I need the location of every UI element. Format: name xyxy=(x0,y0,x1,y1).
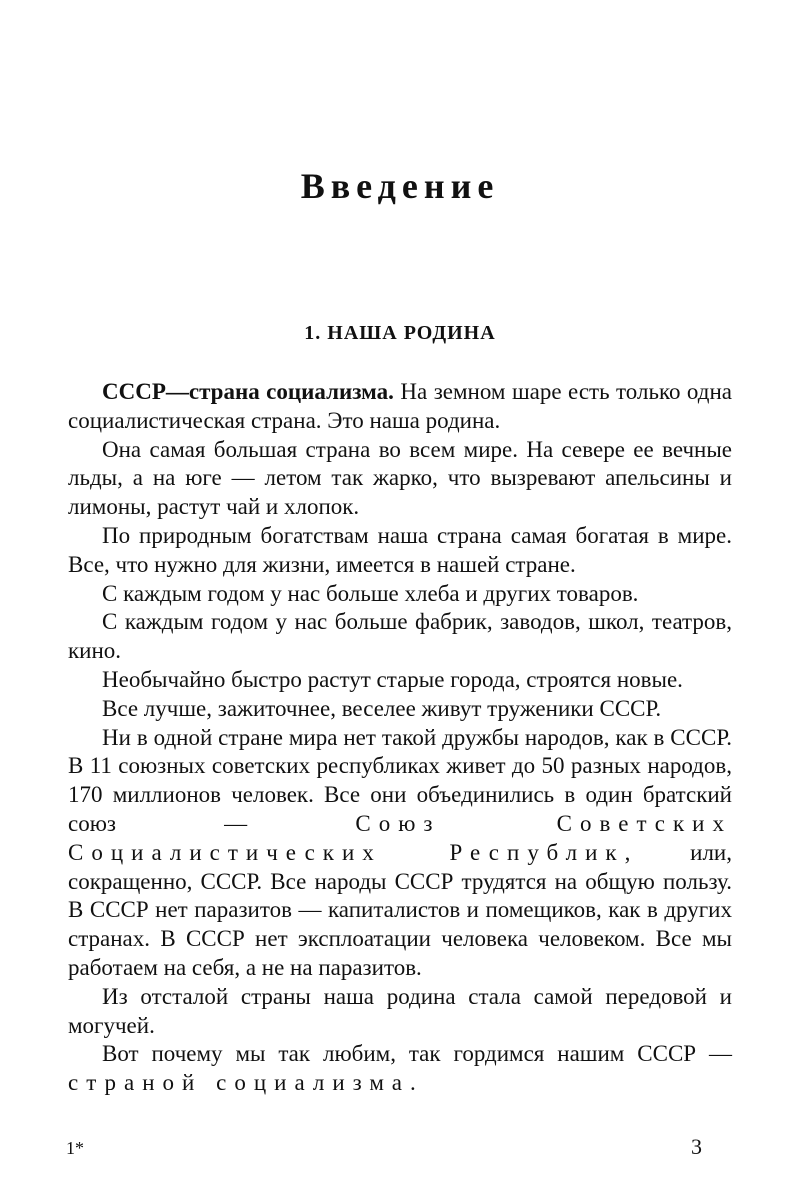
paragraph-text: Ни в одной стране мира нет такой дружбы народов, как в СССР. В 11 союзных советских республиках живет до 50 разных народов, 170 миллионов человек. Все они объединились в один братский союз — xyxy=(68,724,732,836)
section-heading: 1. НАША РОДИНА xyxy=(304,322,496,344)
paragraph-text: , или, сокращенно, СССР. Все народы СССР трудятся на общую пользу. В СССР нет паразитов — капиталистов и помещиков, как в других странах. В СССР нет эксплоатации человека человеком. Все мы работаем на себя, а не на паразитов. xyxy=(68,839,732,980)
paragraph: С каждым годом у нас больше фабрик, заводов, школ, театров, кино. xyxy=(68,609,732,664)
paragraph: Все лучше, зажиточнее, веселее живут труженики СССР. xyxy=(102,695,662,721)
paragraph-text: Вот почему мы так любим, так гордимся нашим СССР — xyxy=(102,1041,732,1067)
paragraph xyxy=(68,378,732,436)
page-title: Введение xyxy=(300,166,500,206)
paragraph-text: . xyxy=(410,1070,416,1096)
page-number: 3 xyxy=(691,1134,702,1159)
paragraph-text: На земном шаре есть только одна социалистическая страна. Это наша родина. xyxy=(68,379,732,433)
paragraph xyxy=(68,724,732,983)
paragraph: По природным богатствам наша страна самая богатая в мире. Все, что нужно для жизни, имеется в нашей стране. xyxy=(68,522,732,577)
paragraph: Из отсталой страны наша родина стала самой передовой и могучей. xyxy=(68,983,732,1038)
paragraph: С каждым годом у нас больше хлеба и других товаров. xyxy=(102,580,639,606)
spaced-emphasis: страной социализма xyxy=(68,1070,411,1096)
paragraph-lead: СССР—страна социализма. xyxy=(102,379,394,404)
signature-mark: 1* xyxy=(66,1138,84,1158)
paragraph: Необычайно быстро растут старые города, строятся новые. xyxy=(102,666,683,692)
paragraph xyxy=(68,1040,732,1098)
paragraph: Она самая большая страна во всем мире. На севере ее вечные льды, а на юге — летом так жарко, что вызревают апельсины и лимоны, растут чай и хлопок. xyxy=(68,436,732,520)
spaced-emphasis: Союз Советских Социалистических Республик xyxy=(68,810,732,865)
body-text xyxy=(68,378,732,1098)
